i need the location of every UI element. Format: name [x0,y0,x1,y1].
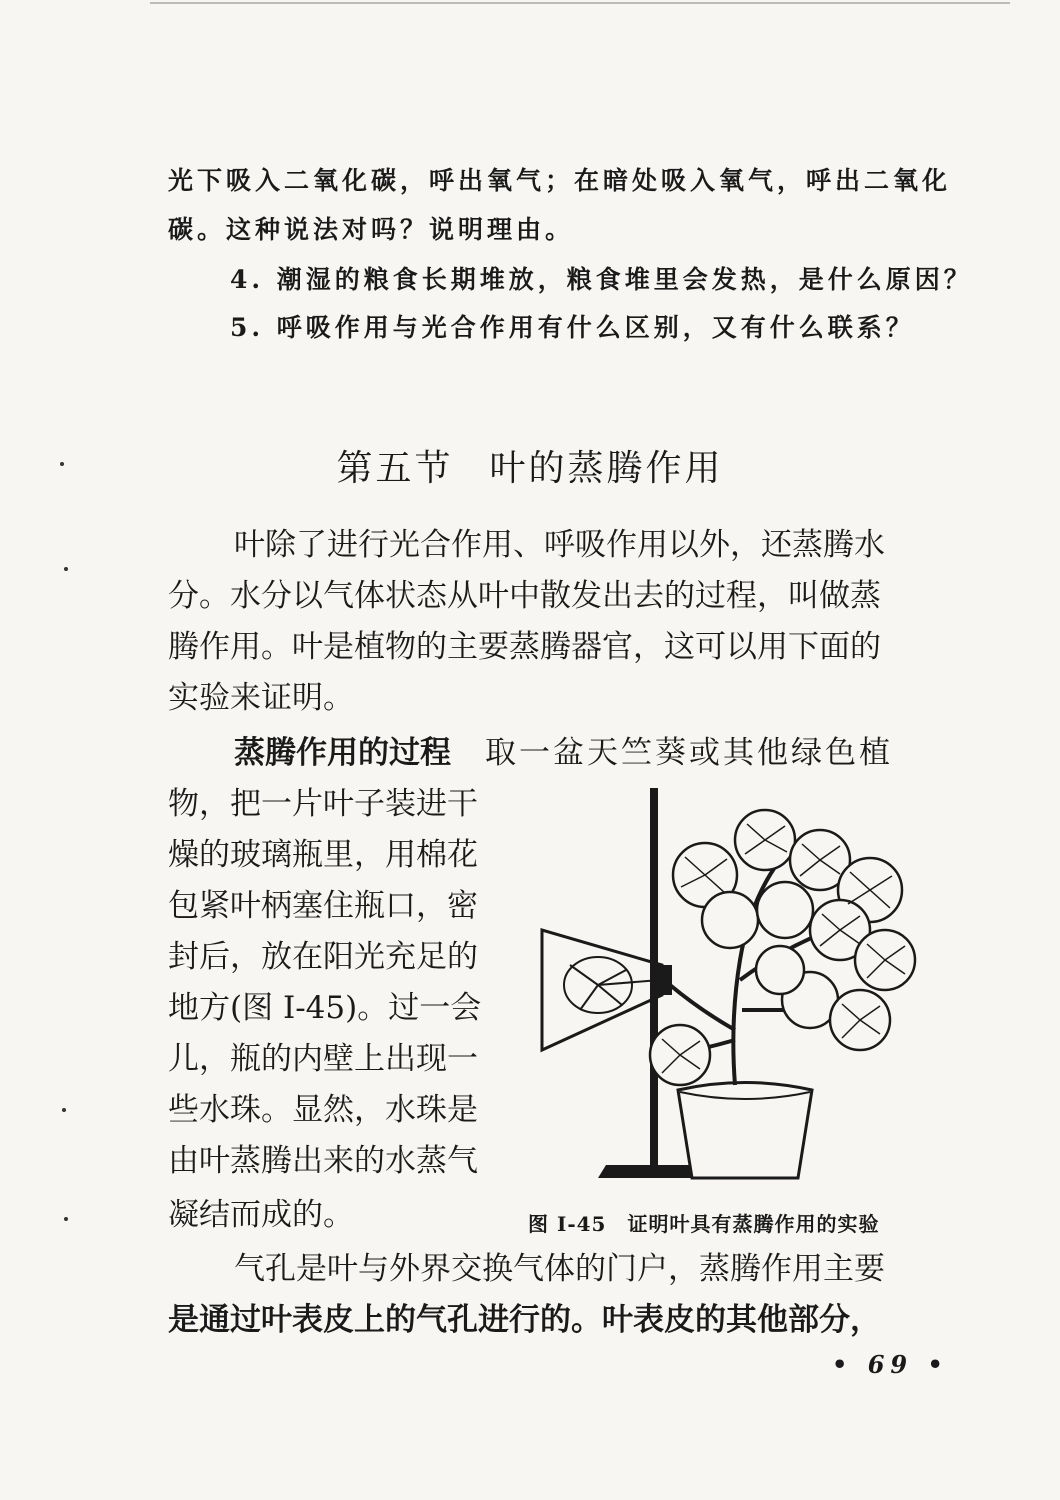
paragraph-line: 实验来证明。 [168,680,354,716]
geranium-experiment-illustration [530,780,930,1200]
paragraph-line: 封后，放在阳光充足的 [168,939,478,975]
scan-speck [60,462,64,466]
paragraph-line: 地方(图 I-45)。过一会 [168,990,482,1026]
paragraph-line: 由叶蒸腾出来的水蒸气 [168,1143,478,1179]
paragraph-text: 取一盆天竺葵或其他绿色植 [485,735,893,771]
paragraph-line: 叶除了进行光合作用、呼吸作用以外，还蒸腾水 [234,527,885,563]
scan-speck [62,1108,66,1112]
question-line: 碳。这种说法对吗？说明理由。 [168,215,575,244]
stand-rod [650,788,658,1170]
section-number: 第五节 [336,448,454,489]
flower-pot [678,1083,812,1179]
paragraph-line: 分。水分以气体状态从叶中散发出去的过程，叫做蒸 [168,578,881,614]
paragraph-line: 燥的玻璃瓶里，用棉花 [168,837,478,873]
paragraph-line: 凝结而成的。 [168,1197,354,1233]
paragraph-line: 儿，瓶的内壁上出现一 [168,1041,478,1077]
paragraph-line: 是通过叶表皮上的气孔进行的。叶表皮的其他部分， [168,1302,881,1338]
scan-speck [64,1217,68,1221]
question-4: 4. 潮湿的粮食长期堆放，粮食堆里会发热，是什么原因？ [230,265,973,294]
glass-flask [542,930,662,1050]
clamp [658,965,672,995]
paragraph-line: 腾作用。叶是植物的主要蒸腾器官，这可以用下面的 [168,629,881,665]
paragraph-line: 包紧叶柄塞住瓶口，密 [168,888,478,924]
question-5: 5. 呼吸作用与光合作用有什么区别，又有什么联系？ [230,313,915,342]
section-heading [0,440,1060,491]
section-title: 叶的蒸腾作用 [489,448,724,489]
figure-caption: 图 I-45 证明叶具有蒸腾作用的实验 [528,1212,880,1236]
subheading: 蒸腾作用的过程 [234,735,451,771]
page-number: • 69 • [832,1350,949,1379]
scan-speck [64,567,68,571]
leaf-in-flask [564,957,660,1013]
page-top-edge [150,2,1010,4]
paragraph-line: 些水珠。显然，水珠是 [168,1092,478,1128]
paragraph-line: 气孔是叶与外界交换气体的门户，蒸腾作用主要 [234,1251,885,1287]
paragraph-line [234,728,893,779]
geranium-leaves [650,810,915,1085]
question-line: 光下吸入二氧化碳，呼出氧气；在暗处吸入氧气，呼出二氧化 [168,166,952,195]
paragraph-line: 物，把一片叶子装进干 [168,786,478,822]
